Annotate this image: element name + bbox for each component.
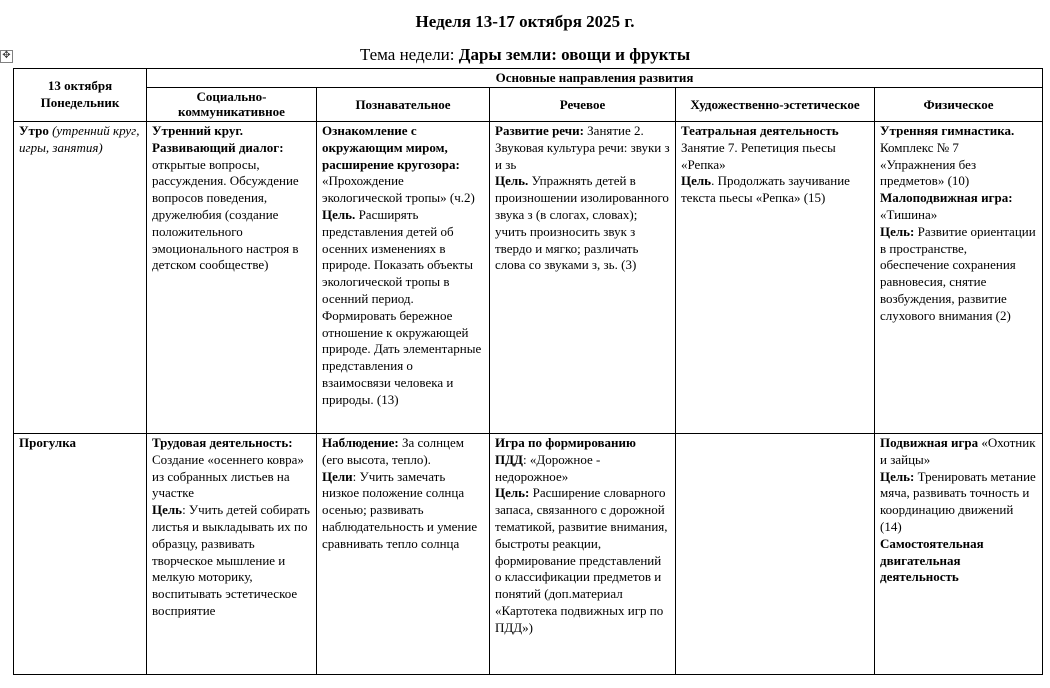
plan-cell: Утренний круг. Развивающий диалог: открытые вопросы, рассуждения. Обсуждение вопросов поведения, дружелюбия (создание положительного эмоционального настроя в детском сообществе) bbox=[147, 122, 317, 434]
plan-cell: Трудовая деятельность: Создание «осеннего ковра» из собранных листьев на участке Цель: Учить детей собирать листья и выкладывать их по образцу, развивать творческое мышление и мелкую моторику, воспитывать эстетическое восприятие bbox=[147, 434, 317, 675]
table-move-handle-icon[interactable]: ✥ bbox=[0, 50, 13, 63]
plan-cell: Утренняя гимнастика. Комплекс № 7 «Упражнения без предметов» (10) Малоподвижная игра: «Тишина» Цель: Развитие ориентации в пространстве, обеспечение сохранения равновесия, снятие возбуждения, развитие слухового внимания (2) bbox=[875, 122, 1043, 434]
row-label: Прогулка bbox=[14, 434, 147, 675]
table-row bbox=[14, 122, 1043, 434]
day-date: 13 октября bbox=[47, 77, 113, 93]
direction-header: Физическое bbox=[875, 88, 1043, 122]
plan-cell: Театральная деятельность Занятие 7. Репетиция пьесы «Репка» Цель. Продолжать заучивание текста пьесы «Репка» (15) bbox=[676, 122, 875, 434]
row-label: Утро (утренний круг, игры, занятия) bbox=[14, 122, 147, 434]
page-title: Неделя 13-17 октября 2025 г. bbox=[415, 12, 635, 31]
day-weekday: Понедельник bbox=[40, 94, 120, 110]
direction-header: Речевое bbox=[490, 88, 676, 122]
plan-table bbox=[13, 68, 1043, 675]
plan-cell bbox=[676, 434, 875, 675]
plan-cell: Игра по формированию ПДД: «Дорожное - недорожное» Цель: Расширение словарного запаса, связанного с дорожной тематикой, развитие внимания, быстроты реакции, формирование представлений о классификации предметов и понятий (доп.материал «Картотека подвижных игр по ПДД») bbox=[490, 434, 676, 675]
week-theme bbox=[0, 45, 1050, 65]
plan-cell: Подвижная игра «Охотник и зайцы» Цель: Тренировать метание мяча, развивать точность и координацию движений (14) Самостоятельная двигательная деятельность bbox=[875, 434, 1043, 675]
direction-header: Художественно-эстетическое bbox=[676, 88, 875, 122]
directions-header: Основные направления развития bbox=[147, 69, 1043, 88]
plan-cell: Наблюдение: За солнцем (его высота, тепло). Цели: Учить замечать низкое положение солнца осенью; развивать наблюдательность и умение сравнивать тепло солнца bbox=[317, 434, 490, 675]
theme-prefix: Тема недели: bbox=[359, 45, 459, 64]
table-row bbox=[14, 434, 1043, 675]
plan-cell: Развитие речи: Занятие 2. Звуковая культура речи: звуки з и зь Цель. Упражнять детей в произношении изолированного звука з (в слогах, словах); учить произносить звук з твердо и мягко; различать слова со звуками з, зь. (3) bbox=[490, 122, 676, 434]
plan-cell: Ознакомление с окружающим миром, расширение кругозора: «Прохождение экологической тропы» (ч.2) Цель. Расширять представления детей об осенних изменениях в природе. Показать объекты экологической тропы в осенний период. Формировать бережное отношение к окружающей природе. Дать элементарные представления о взаимосвязи человека и природы. (13) bbox=[317, 122, 490, 434]
theme-name: Дары земли: овощи и фрукты bbox=[458, 45, 691, 64]
direction-header: Познавательное bbox=[317, 88, 490, 122]
day-header bbox=[14, 69, 147, 122]
direction-header: Социально-коммуникативное bbox=[147, 88, 317, 122]
